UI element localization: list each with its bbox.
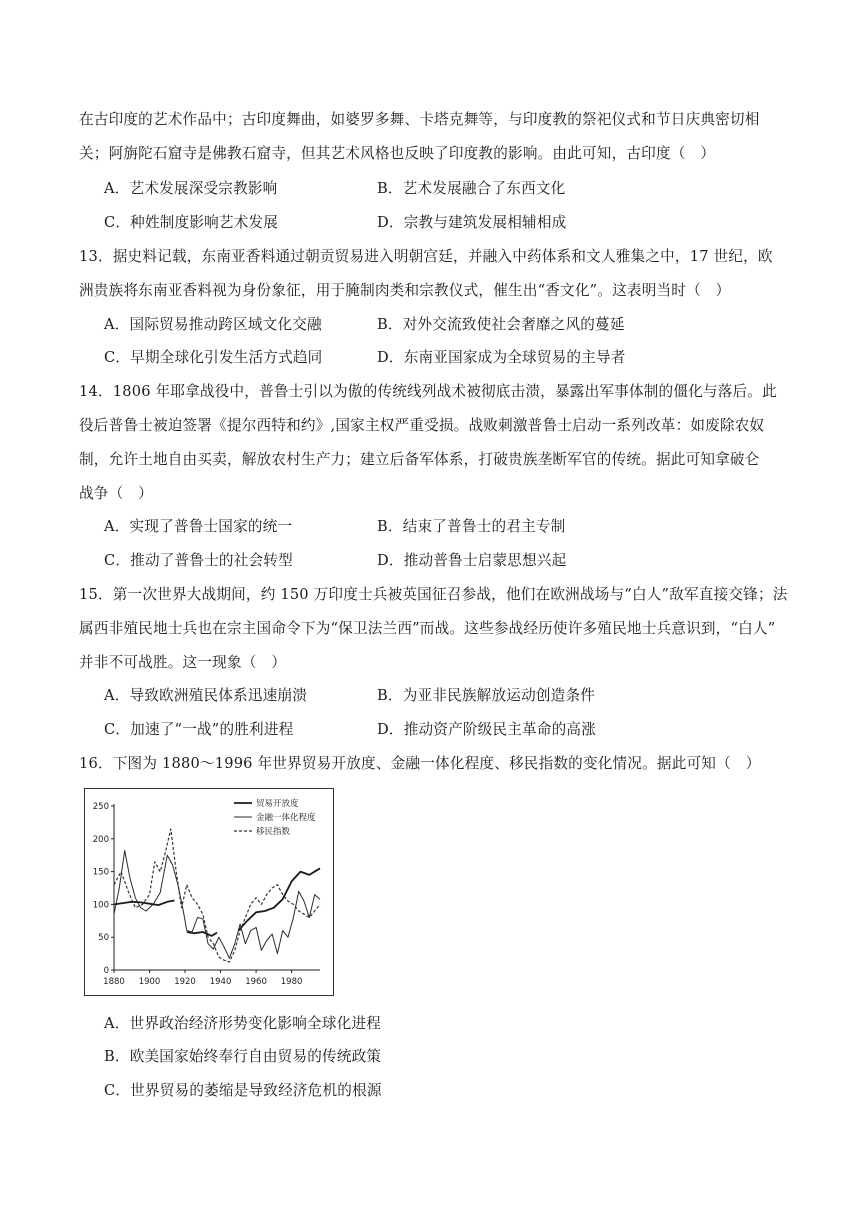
trend-chart-svg (84, 788, 334, 996)
q13-option-d: D．东南亚国家成为全球贸易的主导者 (377, 349, 626, 366)
y-tick-label: 100 (92, 900, 109, 911)
y-tick-label: 50 (98, 933, 109, 944)
q13-stem-line-2: 洲贵族将东南亚香料视为身份象征，用于腌制肉类和宗教仪式，催生出“香文化”。这表明当时（ ） (79, 282, 731, 299)
x-tick-label: 1880 (103, 977, 125, 987)
q12-option-d: D．宗教与建筑发展相辅相成 (377, 214, 567, 231)
x-tick-label: 1980 (280, 977, 303, 987)
x-tick-label: 1920 (174, 977, 196, 987)
legend-label: 贸易开放度 (256, 799, 299, 809)
q12-option-a: A．艺术发展深受宗教影响 (104, 180, 278, 197)
y-tick-label: 200 (92, 834, 109, 845)
legend-label: 金融一体化程度 (256, 813, 316, 823)
q16-option-c: C．世界贸易的萎缩是导致经济危机的根源 (104, 1082, 382, 1099)
y-tick-label: 0 (103, 966, 109, 976)
q14-stem-line-2: 役后普鲁士被迫签署《提尔西特和约》,国家主权严重受损。战败刺激普鲁士启动一系列改革：如废除农奴 (79, 417, 765, 434)
y-tick-label: 150 (92, 867, 109, 878)
q14-option-a: A．实现了普鲁士国家的统一 (104, 518, 293, 535)
q14-stem-line-1: 14．1806 年耶拿战役中，普鲁士引以为傲的传统线列战术被彻底击溃，暴露出军事体制的僵化与落后。此 (79, 383, 777, 400)
q15-stem-line-2: 属西非殖民地士兵也在宗主国命令下为“保卫法兰西”而战。这些参战经历使许多殖民地士兵意识到，“白人” (79, 620, 776, 637)
x-tick-label: 1960 (245, 977, 267, 987)
x-tick-label: 1900 (138, 977, 161, 987)
q13-option-c: C．早期全球化引发生活方式趋同 (104, 349, 323, 366)
q13-stem-line-1: 13．据史料记载，东南亚香料通过朝贡贸易进入明朝宫廷，并融入中药体系和文人雅集之中，17 世纪，欧 (79, 248, 773, 265)
q15-option-b: B．为亚非民族解放运动创造条件 (377, 687, 596, 704)
q12-stem-line-1: 在古印度的艺术作品中；古印度舞曲，如婆罗多舞、卡塔克舞等，与印度教的祭祀仪式和节日庆典密切相 (79, 111, 760, 128)
q13-option-a: A．国际贸易推动跨区域文化交融 (104, 316, 322, 333)
q12-stem-line-2: 关；阿旃陀石窟寺是佛教石窟寺，但其艺术风格也反映了印度教的影响。由此可知，古印度（ ） (79, 145, 716, 162)
q15-option-a: A．导致欧洲殖民体系迅速崩溃 (104, 687, 308, 704)
x-tick-label: 1940 (209, 977, 232, 987)
q15-stem-line-3: 并非不可战胜。这一现象（ ） (79, 654, 287, 671)
q14-option-b: B．结束了普鲁士的君主专制 (377, 518, 566, 535)
q16-stem-line-1: 16．下图为 1880～1996 年世界贸易开放度、金融一体化程度、移民指数的变化情况。据此可知（ ） (79, 755, 761, 772)
q12-option-c: C．种姓制度影响艺术发展 (104, 214, 279, 231)
y-tick-label: 250 (92, 802, 109, 812)
q14-option-d: D．推动普鲁士启蒙思想兴起 (377, 552, 567, 569)
q15-stem-line-1: 15．第一次世界大战期间，约 150 万印度士兵被英国征召参战，他们在欧洲战场与“白人”敌军直接交锋；法 (79, 586, 788, 603)
q15-option-c: C．加速了“一战”的胜利进程 (104, 721, 294, 738)
q16-option-b: B．欧美国家始终奉行自由贸易的传统政策 (104, 1048, 382, 1065)
q13-option-b: B．对外交流致使社会奢靡之风的蔓延 (377, 316, 625, 333)
q16-option-a: A．世界政治经济形势变化影响全球化进程 (104, 1015, 382, 1032)
q12-option-b: B．艺术发展融合了东西文化 (377, 180, 566, 197)
trend-chart (84, 788, 334, 996)
q14-stem-line-3: 制，允许土地自由买卖，解放农村生产力；建立后备军体系，打破贵族垄断军官的传统。据此可知拿破仑 (79, 451, 760, 468)
q15-option-d: D．推动资产阶级民主革命的高涨 (377, 721, 597, 738)
q14-option-c: C．推动了普鲁士的社会转型 (104, 552, 293, 569)
legend-label: 移民指数 (256, 827, 291, 837)
q14-stem-line-4: 战争（ ） (79, 485, 153, 502)
